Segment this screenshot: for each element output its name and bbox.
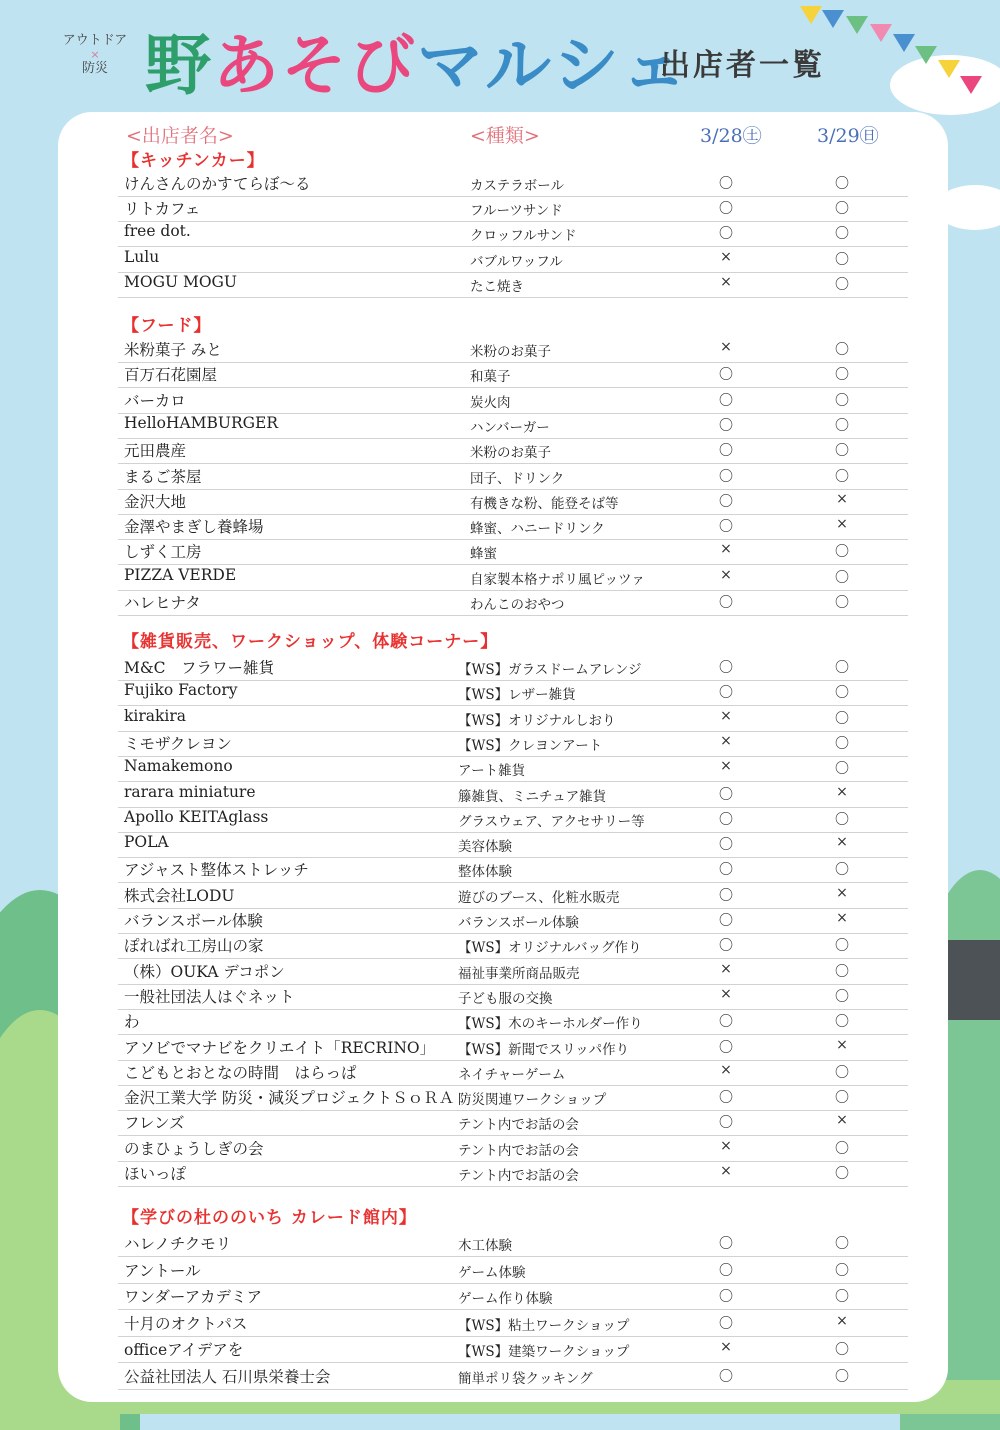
vendor-name: バランスボール体験 [124,912,263,930]
vendor-name: 金沢大地 [124,492,187,511]
table-row [118,221,908,247]
availability-day2: × [836,884,848,901]
vendor-kind: バランスボール体験 [458,915,579,931]
vendor-name: リトカフェ [124,200,201,219]
vendor-name: けんさんのかすてらぼ〜る [124,175,311,193]
vendor-name: ぽればれ工房山の家 [124,937,264,956]
availability-day2: 〇 [835,468,849,485]
vendor-kind: 団子、ドリンク [470,470,565,487]
title-char: ル [485,27,553,104]
vendor-kind: アート雑貨 [458,763,526,780]
availability-day2: × [836,490,848,507]
vendor-kind: 木工体験 [458,1238,512,1254]
availability-day1: 〇 [719,1236,733,1252]
table-row [118,807,908,833]
column-header-kind: <種類> [470,125,540,147]
availability-day2: 〇 [835,963,849,980]
table-row [118,1231,908,1257]
column-header-day1: 3/28㊏ [700,125,762,147]
availability-day1: × [720,339,732,355]
vendor-name: ワンダーアカデミア [124,1288,262,1306]
vendor-name: free dot. [124,222,191,241]
vendor-kind: ネイチャーゲーム [458,1066,566,1083]
availability-day2: 〇 [835,544,849,561]
table-row [118,196,908,222]
availability-day2: 〇 [835,1368,849,1385]
vendor-name: アジャスト整体ストレッチ [124,861,309,880]
vendor-name: バーカロ [124,391,186,410]
vendor-kind: 和菓子 [470,369,511,386]
vendor-kind: たこ焼き [470,278,524,295]
table-row [118,1110,908,1136]
vendor-name: 元田農産 [124,442,187,461]
vendor-kind: バブルワッフル [470,253,563,270]
vendor-kind: 蜂蜜、ハニードリンク [470,521,605,538]
availability-day1: 〇 [719,595,733,611]
availability-day2: 〇 [835,685,849,702]
vendor-kind: 【WS】建築ワークショップ [458,1344,630,1360]
availability-day2: 〇 [835,1014,849,1031]
vendor-name: こどもとおとなの時間 はらっぱ [124,1063,357,1082]
vendor-kind: 【WS】レザー雑貨 [458,687,576,704]
availability-day1: 〇 [719,519,733,536]
column-header-name: <出店者名> [126,125,234,147]
availability-day2: 〇 [835,417,849,434]
table-row [118,565,908,591]
table-row [118,883,908,909]
table-row [118,413,908,439]
title-char: ェ [621,27,689,104]
event-subtitle [60,32,130,78]
vendor-name: しずく工房 [124,543,202,562]
vendor-kind: 【WS】オリジナルしおり [458,712,616,729]
table-row [118,464,908,490]
availability-day2: × [836,1312,848,1329]
availability-day2: 〇 [835,1166,849,1182]
availability-day2: 〇 [835,1289,849,1305]
vendor-kind: テント内でお話の会 [458,1168,579,1184]
vendor-kind: カステラボール [470,178,564,194]
vendor-name: 金澤やまぎし養蜂場 [124,518,264,537]
availability-day2: 〇 [835,251,849,268]
table-row [118,731,908,757]
availability-day2: 〇 [835,1064,849,1081]
table-row [118,247,908,273]
vendor-kind: 福祉事業所商品販売 [458,965,580,982]
vendor-kind: 有機きな粉、能登そば等 [470,495,619,512]
availability-day1: 〇 [719,1289,733,1305]
subtitle-disaster: 防災 [81,61,108,76]
availability-day1: 〇 [719,176,733,192]
availability-day1: 〇 [719,685,733,702]
table-row [118,514,908,540]
availability-day1: × [720,707,732,724]
availability-day1: × [720,1339,732,1355]
vendor-name: rarara miniature [124,782,256,801]
tent-roof [940,940,1000,1020]
availability-day2: 〇 [835,367,849,384]
availability-day1: 〇 [719,1014,733,1031]
vendor-name: 株式会社LODU [124,886,235,905]
availability-day1: 〇 [719,1315,733,1332]
availability-day1: 〇 [719,786,733,803]
vendor-kind: 【WS】ガラスドームアレンジ [458,662,642,678]
availability-day1: × [720,541,732,558]
section-title: 【学びの杜ののいち カレード館内】 [122,1208,417,1228]
title-char: 野 [145,27,213,104]
table-row [118,362,908,388]
table-row [118,1009,908,1035]
table-row [118,489,908,515]
vendor-kind: 【WS】クレヨンアート [458,737,603,754]
availability-day2: 〇 [835,660,849,676]
vendor-kind: クロッフルサンド [470,228,577,245]
vendor-name: POLA [124,833,169,852]
vendor-kind: 防災関連ワークショップ [458,1092,607,1109]
title-char: シ [553,27,621,104]
table-row [118,832,908,858]
vendor-kind: 【WS】木のキーホルダー作り [458,1016,643,1033]
vendor-kind: 自家製本格ナポリ風ピッツァ [470,571,645,588]
availability-day2: × [836,516,848,533]
availability-day1: × [720,960,732,977]
event-title [145,12,689,107]
list-title: 出店者一覧 [660,48,825,83]
table-row [118,1035,908,1061]
table-row [118,680,908,706]
availability-day1: 〇 [719,862,733,879]
table-row [118,1060,908,1086]
vendor-name: Fujiko Factory [124,681,238,700]
vendor-kind: 簡単ポリ袋クッキング [458,1370,593,1387]
table-row [118,782,908,808]
vendor-kind: テント内でお話の会 [458,1117,579,1134]
vendor-name: officeアイデアを [124,1341,244,1359]
table-row [118,1337,908,1363]
availability-day2: × [836,1036,848,1053]
section-title: 【雑貨販売、ワークショップ、体験コーナー】 [122,632,499,652]
vendor-kind: 米粉のお菓子 [470,445,551,462]
availability-day1: 〇 [719,913,733,929]
vendor-name: HelloHAMBURGER [124,413,279,432]
availability-day2: 〇 [835,1262,849,1279]
vendor-name: Namakemono [124,757,233,776]
vendor-kind: 遊びのブース、化粧水販売 [458,889,620,906]
table-row [118,1161,908,1187]
table-row [118,539,908,565]
availability-day1: 〇 [719,938,733,955]
availability-day2: 〇 [835,735,849,752]
availability-day1: 〇 [719,1090,733,1107]
vendor-name: アソビでマナビをクリエイト「RECRINO」 [124,1038,436,1057]
availability-day1: 〇 [719,1039,733,1056]
section-title: 【キッチンカー】 [122,151,265,171]
table-row [118,272,908,298]
availability-day2: × [836,1112,848,1129]
vendor-name: M&C フラワー雑貨 [124,659,275,677]
vendor-kind: わんこのおやつ [470,597,565,613]
vendor-kind: グラスウェア、アクセサリー等 [458,813,645,830]
vendor-kind: 【WS】粘土ワークショップ [458,1317,630,1334]
table-row [118,438,908,464]
table-row [118,908,908,934]
availability-day2: 〇 [835,569,849,586]
availability-day1: × [720,758,732,775]
vendor-name: 一般社団法人はぐネット [124,987,295,1006]
vendor-kind: ゲーム作り体験 [458,1291,553,1307]
availability-day1: × [720,985,732,1002]
title-char: あ [213,27,281,104]
vendor-kind: 米粉のお菓子 [470,344,551,360]
vendor-kind: テント内でお話の会 [458,1142,579,1159]
availability-day1: × [720,273,732,290]
availability-day2: 〇 [835,443,849,460]
vendor-name: わ [124,1013,140,1032]
availability-day1: 〇 [719,493,733,510]
availability-day1: × [720,566,732,583]
vendor-name: kirakira [124,706,186,725]
availability-day1: 〇 [719,468,733,485]
table-row [118,1311,908,1337]
availability-day2: 〇 [835,1236,849,1252]
availability-day1: 〇 [719,1262,733,1279]
table-row [118,337,908,363]
section-title: 【フード】 [122,316,212,336]
availability-day1: 〇 [719,1368,733,1385]
availability-day1: 〇 [719,201,733,218]
subtitle-cross: × [90,48,100,61]
vendor-name: MOGU MOGU [124,272,237,291]
vendor-name: ミモザクレヨン [124,734,232,753]
vendor-name: ほいっぽ [124,1165,187,1183]
availability-day1: × [720,732,732,749]
availability-day2: 〇 [835,1140,849,1157]
table-row [118,984,908,1010]
column-header-day2: 3/29㊐ [817,125,879,147]
table-row [118,933,908,959]
table-row [118,1136,908,1162]
availability-day1: × [720,1163,732,1179]
vendor-name: Lulu [124,247,160,266]
table-row [118,590,908,616]
availability-day2: 〇 [835,595,849,611]
vendor-name: のまひょうしぎの会 [124,1139,264,1158]
vendor-kind: 【WS】新聞でスリッパ作り [458,1041,630,1058]
availability-day1: × [720,248,732,265]
availability-day1: 〇 [719,660,733,676]
table-row [118,1258,908,1284]
table-row [118,655,908,681]
vendor-name: 百万石花園屋 [124,366,218,385]
vendor-name: 十月のオクトパス [124,1314,248,1333]
vendor-kind: 【WS】オリジナルバッグ作り [458,940,642,957]
availability-day2: 〇 [835,276,849,293]
table-row [118,1364,908,1390]
table-row [118,1085,908,1111]
vendor-kind: フルーツサンド [470,203,563,220]
availability-day2: 〇 [835,1342,849,1358]
title-char: マ [417,27,485,104]
vendor-kind: ゲーム体験 [458,1264,526,1281]
vendor-name: まるご茶屋 [124,467,202,486]
vendor-name: 米粉菓子 みと [124,341,222,359]
vendor-name: （株）OUKA デコポン [124,962,285,981]
vendor-kind: 籐雑貨、ミニチュア雑貨 [458,788,607,805]
availability-day1: 〇 [719,417,733,434]
availability-day2: 〇 [835,342,849,358]
availability-day2: 〇 [835,1090,849,1107]
availability-day2: 〇 [835,811,849,828]
availability-day2: 〇 [835,226,849,243]
availability-day1: × [720,1061,732,1078]
availability-day2: 〇 [835,761,849,778]
availability-day1: 〇 [719,367,733,384]
vendor-name: フレンズ [124,1114,185,1133]
availability-day2: × [836,783,848,800]
availability-day1: 〇 [719,811,733,828]
vendor-name: 金沢工業大学 防災・減災プロジェクトＳｏＲＡ [124,1089,455,1108]
availability-day2: 〇 [835,862,849,879]
availability-day2: × [836,834,848,851]
vendor-name: ハレノチクモリ [124,1235,232,1253]
availability-day2: 〇 [835,201,849,218]
vendor-kind: 美容体験 [458,839,512,856]
vendor-kind: 子ども服の交換 [458,990,553,1007]
table-row [118,857,908,883]
availability-day1: 〇 [719,1115,733,1132]
availability-day2: 〇 [835,938,849,955]
vendor-kind: 蜂蜜 [470,546,497,563]
vendor-name: Apollo KEITAglass [124,807,269,826]
vendor-name: アントール [124,1261,201,1280]
availability-day1: 〇 [719,392,733,409]
vendor-name: ハレヒナタ [124,594,201,612]
header [0,0,1000,110]
vendor-name: PIZZA VERDE [124,565,237,584]
availability-day2: × [836,910,848,926]
table-row [118,706,908,732]
availability-day2: 〇 [835,988,849,1005]
table-row [118,388,908,414]
vendor-kind: 炭火肉 [470,394,511,411]
availability-day2: 〇 [835,176,849,192]
table-row [118,1284,908,1310]
table-row [118,959,908,985]
title-char: そ [281,27,349,104]
availability-day1: 〇 [719,887,733,904]
availability-day1: 〇 [719,226,733,243]
availability-day1: 〇 [719,443,733,460]
vendor-kind: 整体体験 [458,864,512,881]
title-char: び [349,27,417,104]
vendor-name: 公益社団法人 石川県栄養士会 [124,1367,331,1386]
availability-day1: × [720,1137,732,1154]
table-row [118,756,908,782]
availability-day2: 〇 [835,710,849,727]
table-row [118,171,908,197]
subtitle-outdoor: アウトドア [62,33,128,48]
availability-day2: 〇 [835,392,849,409]
availability-day1: 〇 [719,837,733,854]
vendor-kind: ハンバーガー [470,419,550,436]
